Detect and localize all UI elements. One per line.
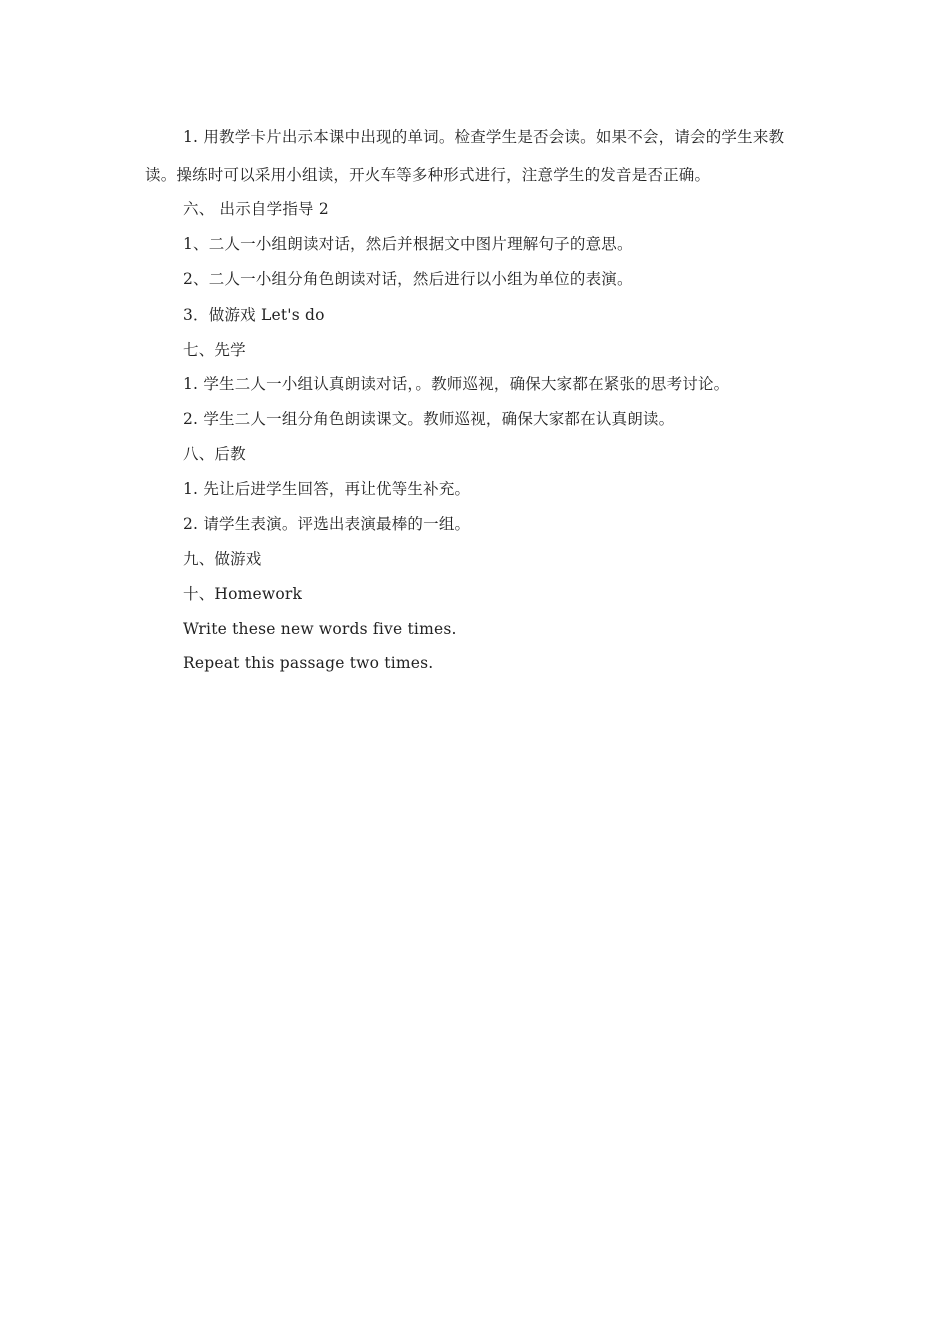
list-item-role-play: 2、二人一小组分角色朗读对话，然后进行以小组为单位的表演。 [183, 270, 633, 288]
homework-item-write-words: Write these new words five times. [183, 620, 457, 638]
heading-play-game: 九、做游戏 [183, 550, 262, 568]
heading-homework: 十、Homework [183, 585, 303, 603]
heading-teach-after: 八、后教 [183, 445, 246, 463]
list-item-students-read-dialogue: 1. 学生二人一小组认真朗读对话，。教师巡视，确保大家都在紧张的思考讨论。 [183, 375, 730, 393]
heading-self-study-guide-2: 六、 出示自学指导 2 [183, 200, 329, 218]
list-item-students-answer: 1. 先让后进学生回答，再让优等生补充。 [183, 480, 471, 498]
heading-learn-first: 七、先学 [183, 341, 246, 359]
list-item-students-role-read: 2. 学生二人一组分角色朗读课文。教师巡视，确保大家都在认真朗读。 [183, 410, 675, 428]
list-item-lets-do-game: 3．做游戏 Let's do [183, 306, 325, 324]
list-item-students-perform: 2. 请学生表演。评选出表演最棒的一组。 [183, 515, 471, 533]
homework-item-repeat-passage: Repeat this passage two times. [183, 654, 434, 672]
list-item-read-dialogue: 1、二人一小组朗读对话，然后并根据文中图片理解句子的意思。 [183, 235, 633, 253]
paragraph-flashcard-words: 1. 用教学卡片出示本课中出现的单词。检查学生是否会读。如果不会，请会的学生来教读。操练时可以采用小组读，开火车等多种形式进行，注意学生的发音是否正确。 [145, 128, 785, 184]
